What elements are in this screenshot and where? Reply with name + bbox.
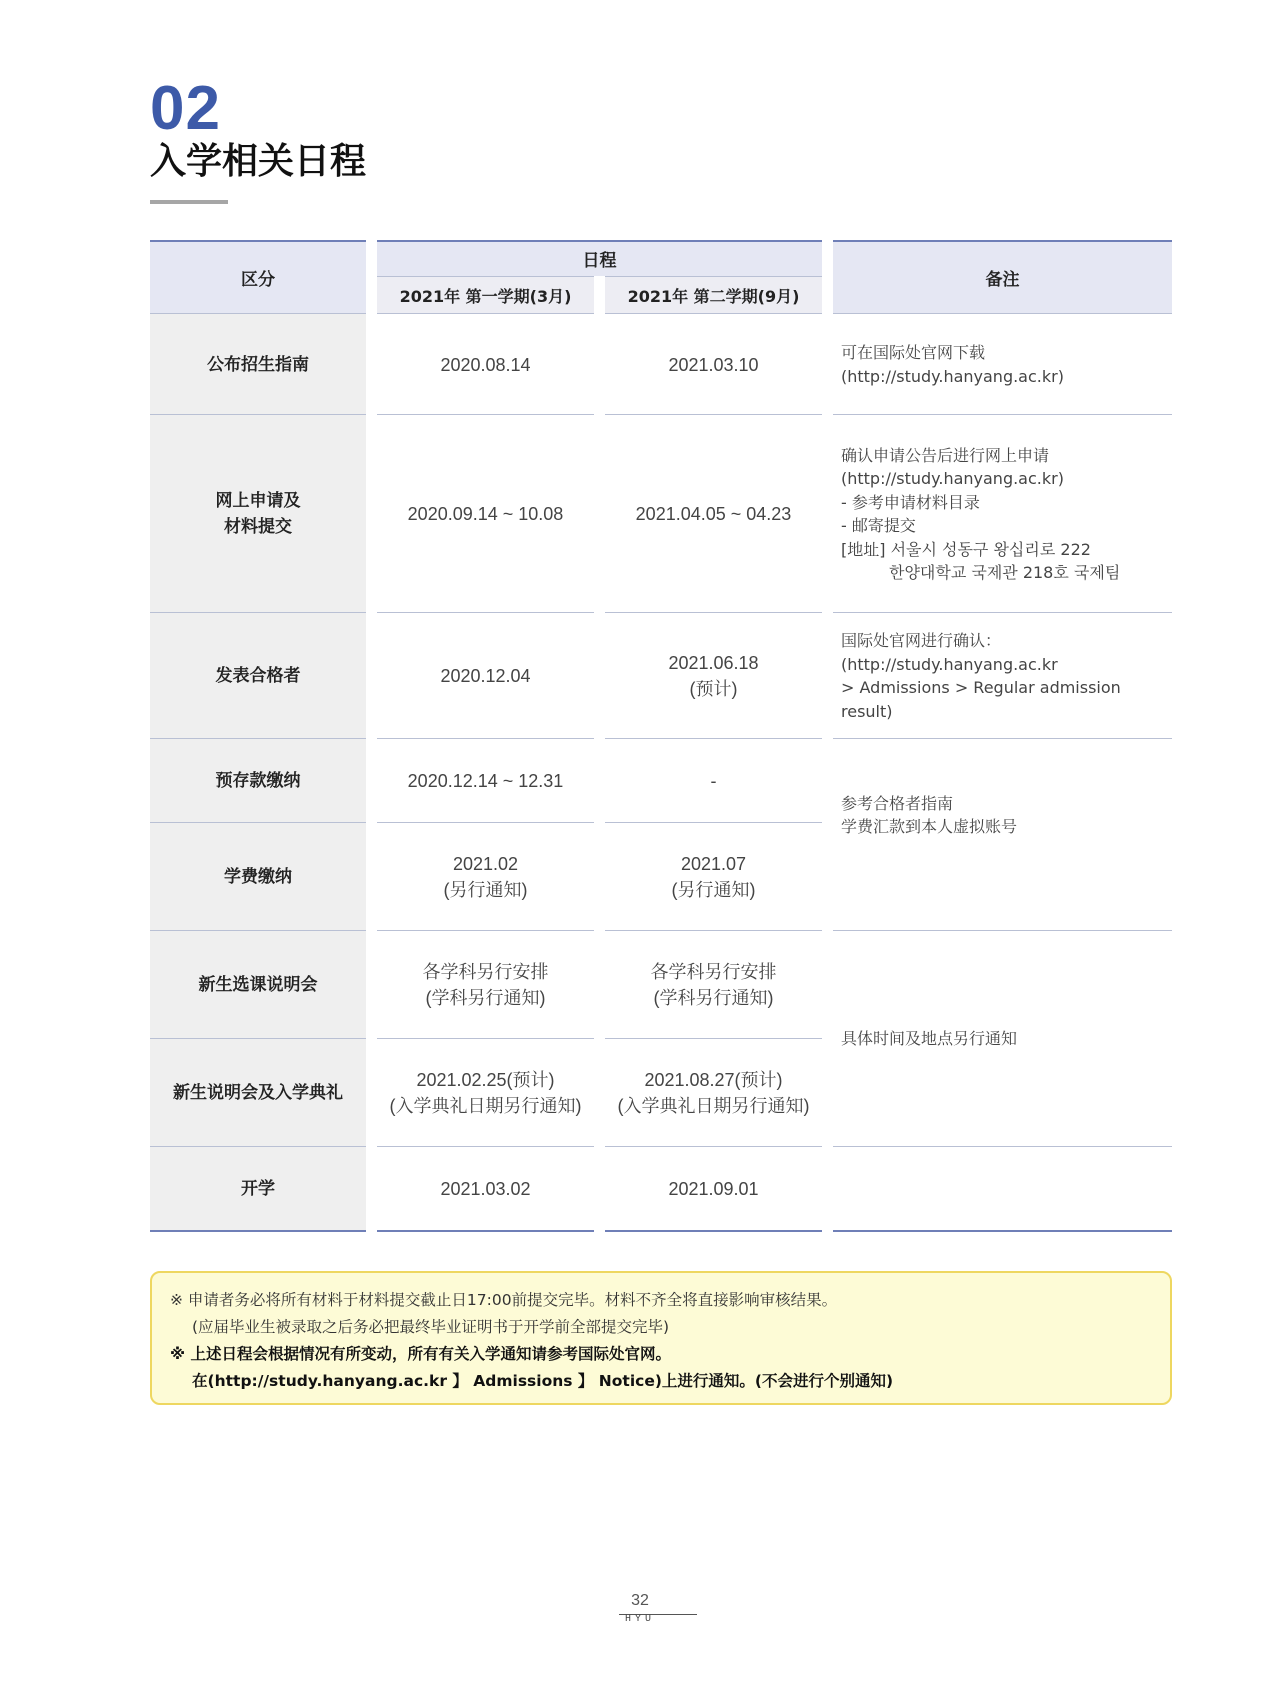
row-label [150, 823, 366, 931]
text-line: (入学典礼日期另行通知) [389, 1096, 582, 1116]
cell-semester-2 [605, 314, 822, 415]
cell-remarks [841, 613, 1172, 739]
text-line: 2021.02 [452, 854, 519, 874]
text-line: 可在国际处官网下载 [841, 343, 986, 362]
text-line: 学费缴纳 [224, 867, 292, 887]
text-line: 参考合格者指南 [841, 793, 954, 813]
header-sub-rule [377, 276, 594, 277]
text-line: (入学典礼日期另行通知) [617, 1096, 810, 1116]
row-rule [377, 1230, 594, 1232]
header-sub-rule [605, 276, 822, 277]
text-line: 2020.12.14 ~ 12.31 [407, 771, 564, 791]
notice-line-4: 在(http://study.hanyang.ac.kr 】 Admissions 】 Notice)上进行通知。(不会进行个别通知) [192, 1372, 894, 1390]
text-line: 2020.09.14 ~ 10.08 [407, 504, 564, 524]
cell-semester-1 [377, 415, 594, 613]
row-label [150, 314, 366, 415]
header-semester-1: 2021年 第一学期(3月) [377, 276, 594, 314]
header-category: 区分 [150, 241, 366, 314]
text-line: 学费汇款到本人虚拟账号 [841, 817, 1018, 836]
text-line: 新生选课说明会 [198, 975, 318, 995]
header-top-rule [833, 240, 1172, 242]
row-label [150, 931, 366, 1039]
text-line: > Admissions > Regular admission result) [841, 678, 1121, 721]
text-line: 2021.02.25(预计) [416, 1070, 555, 1090]
notice-line-3: ※ 上述日程会根据情况有所变动，所有有关入学通知请参考国际处官网。 [170, 1345, 671, 1363]
notice-line-2: (应届毕业生被录取之后务必把最终毕业证明书于开学前全部提交完毕) [192, 1318, 670, 1336]
text-line: 新生说明会及入学典礼 [173, 1083, 343, 1103]
cell-semester-1 [377, 314, 594, 415]
text-line: 各学科另行安排 [422, 962, 549, 982]
header-top-rule [377, 240, 822, 242]
cell-semester-1 [377, 1147, 594, 1231]
cell-remarks [841, 415, 1172, 613]
text-line: 2021.03.10 [668, 354, 759, 375]
row-label [150, 613, 366, 739]
text-line: (http://study.hanyang.ac.kr) [841, 469, 1064, 488]
row-label [150, 739, 366, 823]
cell-semester-2 [605, 739, 822, 823]
cell-semester-2 [605, 931, 822, 1039]
page-number: 32 [631, 1592, 649, 1609]
notice-line-1: ※ 申请者务必将所有材料于材料提交截止日17:00前提交完毕。材料不齐全将直接影响审核结果。 [170, 1291, 838, 1309]
text-line: 开学 [241, 1179, 275, 1199]
text-line: 预存款缴纳 [215, 771, 301, 791]
text-line: 确认申请公告后进行网上申请 [841, 445, 1050, 465]
cell-semester-1 [377, 1039, 594, 1147]
text-line: - 邮寄提交 [841, 516, 916, 535]
cell-semester-2 [605, 1039, 822, 1147]
text-line: 国际处官网进行确认： [841, 631, 1002, 650]
cell-semester-2 [605, 1147, 822, 1231]
header-schedule: 日程 [377, 241, 822, 276]
cell-semester-2 [605, 613, 822, 739]
cell-semester-1 [377, 823, 594, 931]
row-rule [605, 1230, 822, 1232]
cell-semester-1 [377, 739, 594, 823]
text-line: - 参考申请材料目录 [841, 492, 980, 512]
header-top-rule [150, 240, 366, 242]
header-semester-2: 2021年 第二学期(9月) [605, 276, 822, 314]
cell-semester-1 [377, 613, 594, 739]
cell-semester-2 [605, 823, 822, 931]
section-title: 入学相关日程 [150, 141, 367, 182]
text-line: 2021.03.02 [440, 1179, 531, 1199]
text-line: 网上申请及 [215, 491, 301, 511]
row-rule [150, 1230, 366, 1232]
section-number: 02 [150, 74, 221, 143]
text-line: 2021.08.27(预计) [644, 1070, 783, 1090]
text-line: 2021.04.05 ~ 04.23 [635, 504, 792, 524]
text-line: 2021.09.01 [668, 1179, 759, 1199]
cell-remarks [841, 314, 1172, 415]
text-line: 2020.08.14 [440, 354, 531, 375]
text-line: 发表合格者 [215, 666, 301, 686]
cell-remarks-orientation [841, 931, 1172, 1147]
text-line: (另行通知) [443, 880, 528, 900]
cell-semester-2 [605, 415, 822, 613]
text-line: (另行通知) [671, 880, 756, 900]
header-remarks: 备注 [833, 241, 1172, 314]
text-line: (学科另行通知) [425, 988, 546, 1008]
row-label [150, 415, 366, 613]
text-line: (预计) [689, 679, 738, 699]
text-line: 各学科另行安排 [650, 962, 777, 982]
text-line: 2021.06.18 [668, 653, 759, 673]
text-line: (学科另行通知) [653, 988, 774, 1008]
notice-box [150, 1271, 1172, 1405]
cell-remarks-payment [841, 739, 1172, 891]
text-line: 한양대학교 국제관 218호 국제팀 [889, 563, 1121, 582]
text-line: [地址] 서울시 성동구 왕십리로 222 [841, 539, 1091, 559]
text-line: (http://study.hanyang.ac.kr) [841, 366, 1064, 386]
footer-brand: HYU [624, 1614, 655, 1625]
text-line: 具体时间及地点另行通知 [841, 1029, 1018, 1049]
cell-semester-1 [377, 931, 594, 1039]
text-line: 公布招生指南 [207, 354, 309, 375]
text-line: (http://study.hanyang.ac.kr [841, 654, 1058, 674]
text-line: 2020.12.04 [440, 666, 531, 686]
text-line: 2021.07 [680, 854, 747, 874]
row-label [150, 1039, 366, 1147]
text-line: 材料提交 [224, 517, 292, 537]
text-line: - [710, 771, 717, 791]
row-rule [833, 1230, 1172, 1232]
row-label [150, 1147, 366, 1231]
title-underline [150, 200, 228, 204]
